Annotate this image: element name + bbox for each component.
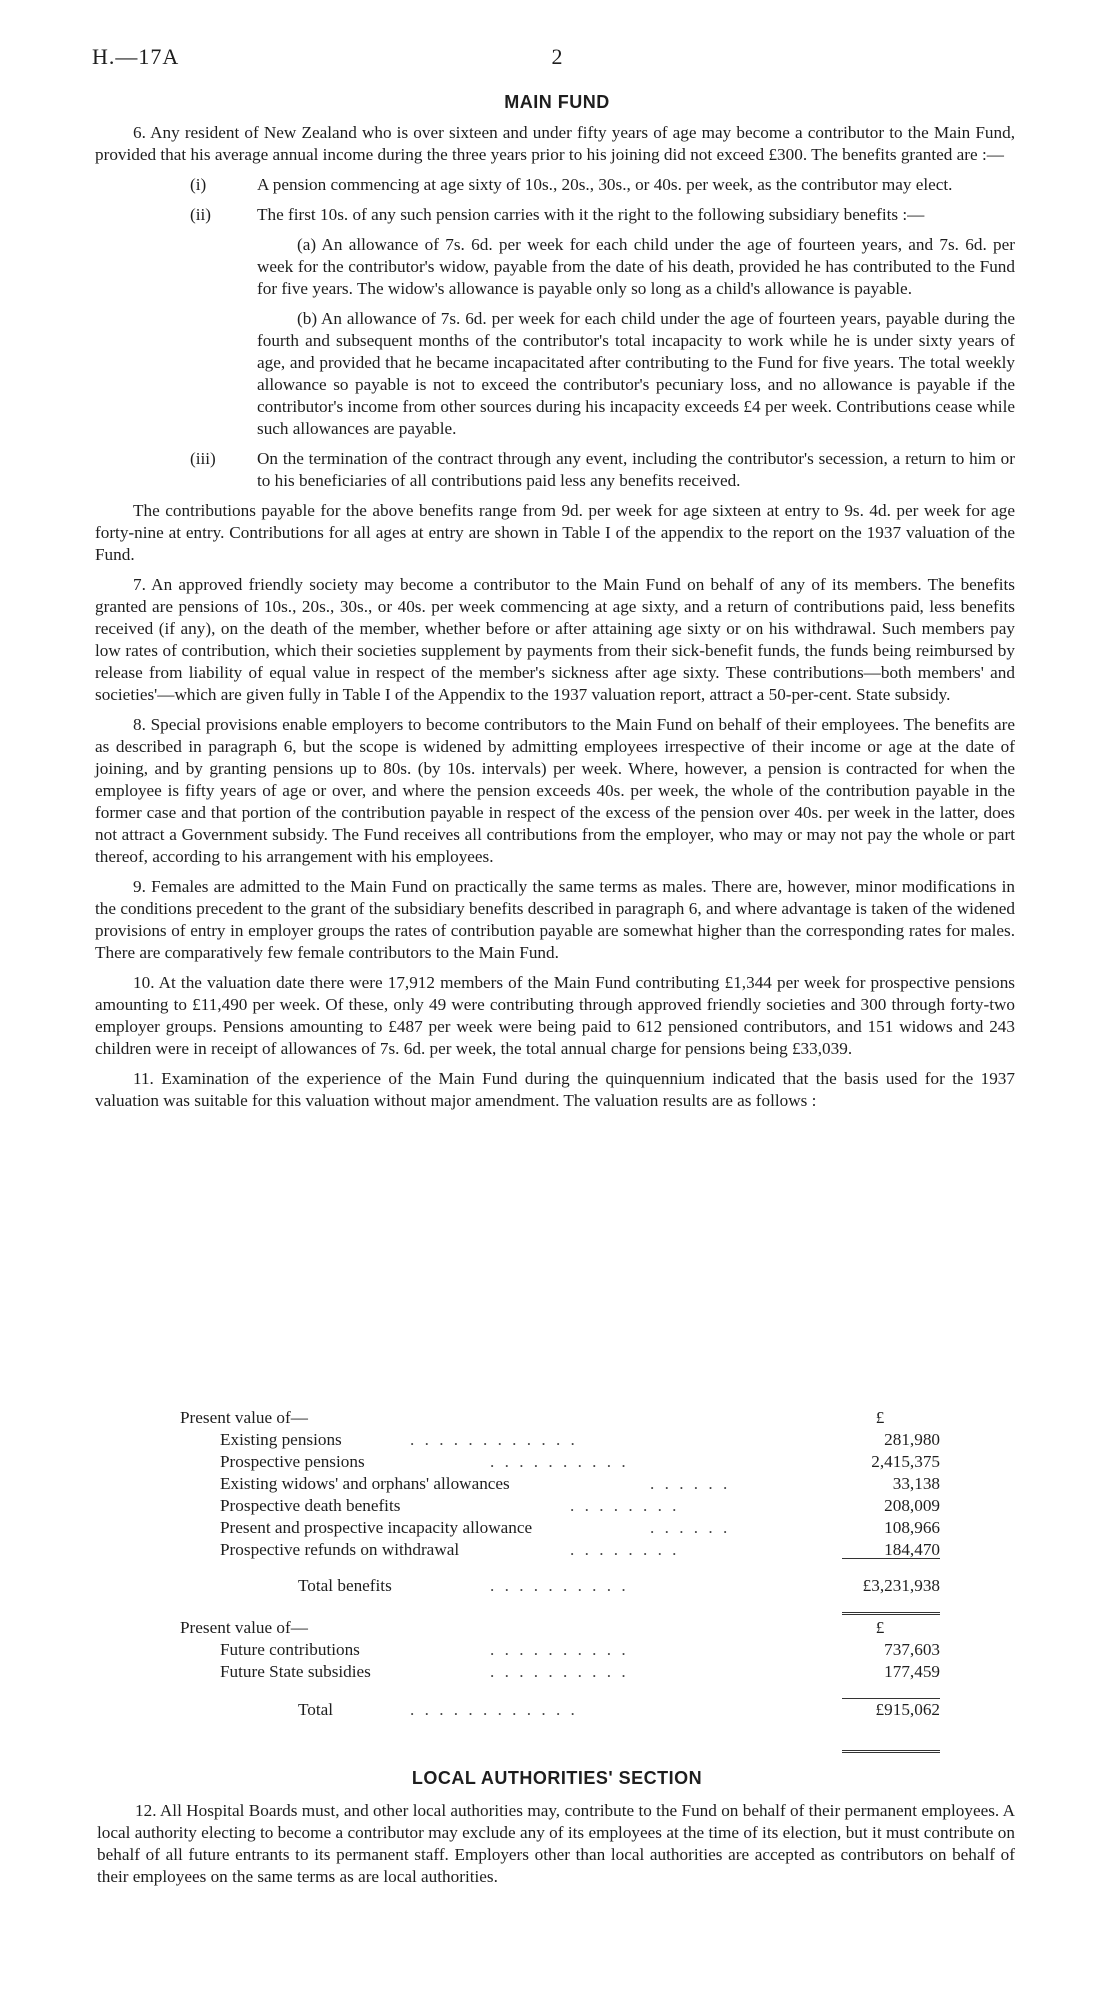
leader-dots: . . . . . . . . bbox=[570, 1540, 680, 1559]
table-row bbox=[180, 1517, 940, 1539]
item-ii bbox=[190, 204, 1015, 226]
paragraph-8: 8. Special provisions enable employers to become contributors to the Main Fund on behalf of their employees. The benefits are as described in paragraph 6, but the scope is widened by admitting employees irrespective of their income or age at the date of joining, and by granting pensions up to 80s. (by 10s. intervals) per week. Where, however, a pension is contracted for when the employee is fifty years of age or over, and where the pension exceeds 40s. per week, the whole of the contribution payable in the former case and that portion of the contribution payable in respect of the excess of the pension over 40s. per week in the latter, does not attract a Government subsidy. The Fund receives all contributions from the employer, who may or may not pay the whole or part thereof, according to his arrangement with his employees. bbox=[95, 715, 1015, 866]
paragraph-6-contributions: The contributions payable for the above benefits range from 9d. per week for age sixteen at entry to 9s. 4d. per week for age forty-nine at entry. Contributions for all ages at entry are shown in Table I of the appendix to the report on the 1937 valuation of the Fund. bbox=[95, 501, 1015, 564]
leader-dots: . . . . . . . . . . . . bbox=[410, 1430, 578, 1449]
total-benefits-value: £3,231,938 bbox=[862, 1576, 940, 1595]
paragraph-11: 11. Examination of the experience of the Main Fund during the quinquennium indicated that the basis used for the 1937 valuation was suitable for this valuation without major amendment. The valuation results are as follows : bbox=[95, 1069, 1015, 1110]
leader-dots: . . . . . . . . . . bbox=[490, 1662, 629, 1681]
valuation-table bbox=[180, 1407, 940, 1721]
row-value: 281,980 bbox=[884, 1430, 940, 1449]
total-row bbox=[180, 1699, 940, 1721]
table-row bbox=[180, 1639, 940, 1661]
row-value: 2,415,375 bbox=[871, 1452, 940, 1471]
paragraph-10: 10. At the valuation date there were 17,912 members of the Main Fund contributing £1,344 per week for prospective pensions amounting to £11,490 per week. Of these, only 49 were contributing through approved friendly societies and 300 through forty-two employer groups. Pensions amounting to £487 per week were being paid to 612 pensioned contributors, and 151 widows and 243 children were in receipt of allowances of 7s. 6d. per week, the total annual charge for pensions being £33,039. bbox=[95, 973, 1015, 1058]
table-row bbox=[180, 1495, 940, 1517]
item-i-number: (i) bbox=[190, 175, 207, 194]
table-row bbox=[180, 1661, 940, 1683]
currency-symbol: £ bbox=[875, 1408, 885, 1427]
leader-dots: . . . . . . . . bbox=[570, 1496, 680, 1515]
total-double-rule bbox=[842, 1750, 940, 1753]
leader-dots: . . . . . . . . . . bbox=[490, 1640, 629, 1659]
row-label: Prospective refunds on withdrawal bbox=[220, 1540, 460, 1559]
item-iii-number: (iii) bbox=[190, 449, 216, 468]
local-authorities-body bbox=[97, 1800, 1015, 1896]
leader-dots: . . . . . . . . . . bbox=[490, 1576, 629, 1595]
assets-heading-row bbox=[180, 1617, 940, 1639]
leader-dots: . . . . . . . . . . bbox=[490, 1452, 629, 1471]
item-iii bbox=[190, 448, 1015, 492]
item-a: (a) An allowance of 7s. 6d. per week for each child under the age of fourteen years, and 7s. 6d. per week for the contributor's widow, payable from the date of his death, provided he has contributed to the Fund for five years. The widow's allowance is payable only so long as a child's allowance is payable. bbox=[257, 235, 1015, 298]
row-value: 177,459 bbox=[884, 1662, 940, 1681]
item-iii-text: On the termination of the contract through any event, including the contributor's secession, a return to him or to his beneficiaries of all contributions paid less any benefits received. bbox=[257, 449, 1015, 490]
benefits-heading: Present value of— bbox=[180, 1408, 308, 1427]
row-value: 208,009 bbox=[884, 1496, 940, 1515]
paragraph-12: 12. All Hospital Boards must, and other local authorities may, contribute to the Fund on behalf of their permanent employees. A local authority electing to become a contributor may exclude any of its employees at the time of its election, but it must contribute on behalf of all future entrants to its permanent staff. Employers other than local authorities are accepted as contributors on behalf of their employees on the same terms as are local authorities. bbox=[97, 1801, 1015, 1886]
row-value: 184,470 bbox=[884, 1540, 940, 1559]
total-label: Total bbox=[298, 1700, 334, 1719]
local-authorities-title: LOCAL AUTHORITIES' SECTION bbox=[411, 1768, 703, 1788]
row-label: Prospective death benefits bbox=[220, 1496, 401, 1515]
row-value: 108,966 bbox=[884, 1518, 940, 1537]
row-label: Future State subsidies bbox=[220, 1662, 371, 1681]
item-b: (b) An allowance of 7s. 6d. per week for each child under the age of fourteen years, payable during the fourth and subsequent months of the contributor's total incapacity to work while he is under sixty years of age, and provided that he became incapacitated after contributing to the Fund for five years. The total weekly allowance so payable is not to exceed the contributor's pecuniary loss, and no allowance is payable if the contributor's income from other sources during his incapacity exceeds £4 per week. Contributions cease while such allowances are payable. bbox=[257, 309, 1015, 438]
currency-symbol: £ bbox=[875, 1618, 885, 1637]
main-fund-body bbox=[95, 122, 1015, 1120]
item-i-text: A pension commencing at age sixty of 10s., 20s., 30s., or 40s. per week, as the contributor may elect. bbox=[257, 175, 953, 194]
paragraph-6: 6. Any resident of New Zealand who is over sixteen and under fifty years of age may become a contributor to the Main Fund, provided that his average annual income during the three years prior to his joining did not exceed £300. The benefits granted are :— bbox=[95, 123, 1015, 164]
row-label: Future contributions bbox=[220, 1640, 360, 1659]
total-benefits-label: Total benefits bbox=[298, 1576, 392, 1595]
table-row bbox=[180, 1451, 940, 1473]
document-reference: H.—17A bbox=[92, 44, 180, 69]
row-label: Existing pensions bbox=[220, 1430, 342, 1449]
item-ii-number: (ii) bbox=[190, 205, 211, 224]
paragraph-9: 9. Females are admitted to the Main Fund on practically the same terms as males. There are, however, minor modifications in the conditions precedent to the grant of the subsidiary benefits described in paragraph 6, and where advantage is taken of the widened provisions of entry in employer groups the rates of contribution payable are somewhat higher than the corresponding rates for males. There are comparatively few female contributors to the Main Fund. bbox=[95, 877, 1015, 962]
subtotal-rule bbox=[842, 1558, 940, 1559]
assets-heading: Present value of— bbox=[180, 1618, 308, 1637]
total-benefits-row bbox=[180, 1575, 940, 1597]
main-fund-title: MAIN FUND bbox=[504, 92, 610, 112]
table-row bbox=[180, 1473, 940, 1495]
row-value: 737,603 bbox=[884, 1640, 940, 1659]
paragraph-7: 7. An approved friendly society may become a contributor to the Main Fund on behalf of any of its members. The benefits granted are pensions of 10s., 20s., 30s., or 40s. per week commencing at age sixty, and a return of contributions paid, less benefits received (if any), on the death of the member, whether before or after attaining age sixty or on his withdrawal. Such members pay low rates of contribution, which their societies supplement by payments from their sick-benefit funds, the funds being reimbursed by release from liability of equal value in respect of the member's sickness after age sixty. These contributions—both members' and societies'—which are given fully in Table I of the Appendix to the 1937 valuation report, attract a 50-per-cent. State subsidy. bbox=[95, 575, 1015, 704]
leader-dots: . . . . . . . . . . . . bbox=[410, 1700, 578, 1719]
benefits-heading-row bbox=[180, 1407, 940, 1429]
page-number: 2 bbox=[551, 44, 563, 69]
row-label: Prospective pensions bbox=[220, 1452, 365, 1471]
table-row bbox=[180, 1429, 940, 1451]
page-header bbox=[92, 44, 1022, 74]
row-label: Present and prospective incapacity allowance bbox=[220, 1518, 533, 1537]
item-ii-text: The first 10s. of any such pension carries with it the right to the following subsidiary benefits :— bbox=[257, 205, 925, 224]
item-i bbox=[190, 174, 1015, 196]
row-value: 33,138 bbox=[892, 1474, 940, 1493]
table-row bbox=[180, 1539, 940, 1561]
total-double-rule bbox=[842, 1612, 940, 1615]
total-value: £915,062 bbox=[875, 1700, 940, 1719]
leader-dots: . . . . . . bbox=[650, 1518, 731, 1537]
leader-dots: . . . . . . bbox=[650, 1474, 731, 1493]
row-label: Existing widows' and orphans' allowances bbox=[220, 1474, 510, 1493]
